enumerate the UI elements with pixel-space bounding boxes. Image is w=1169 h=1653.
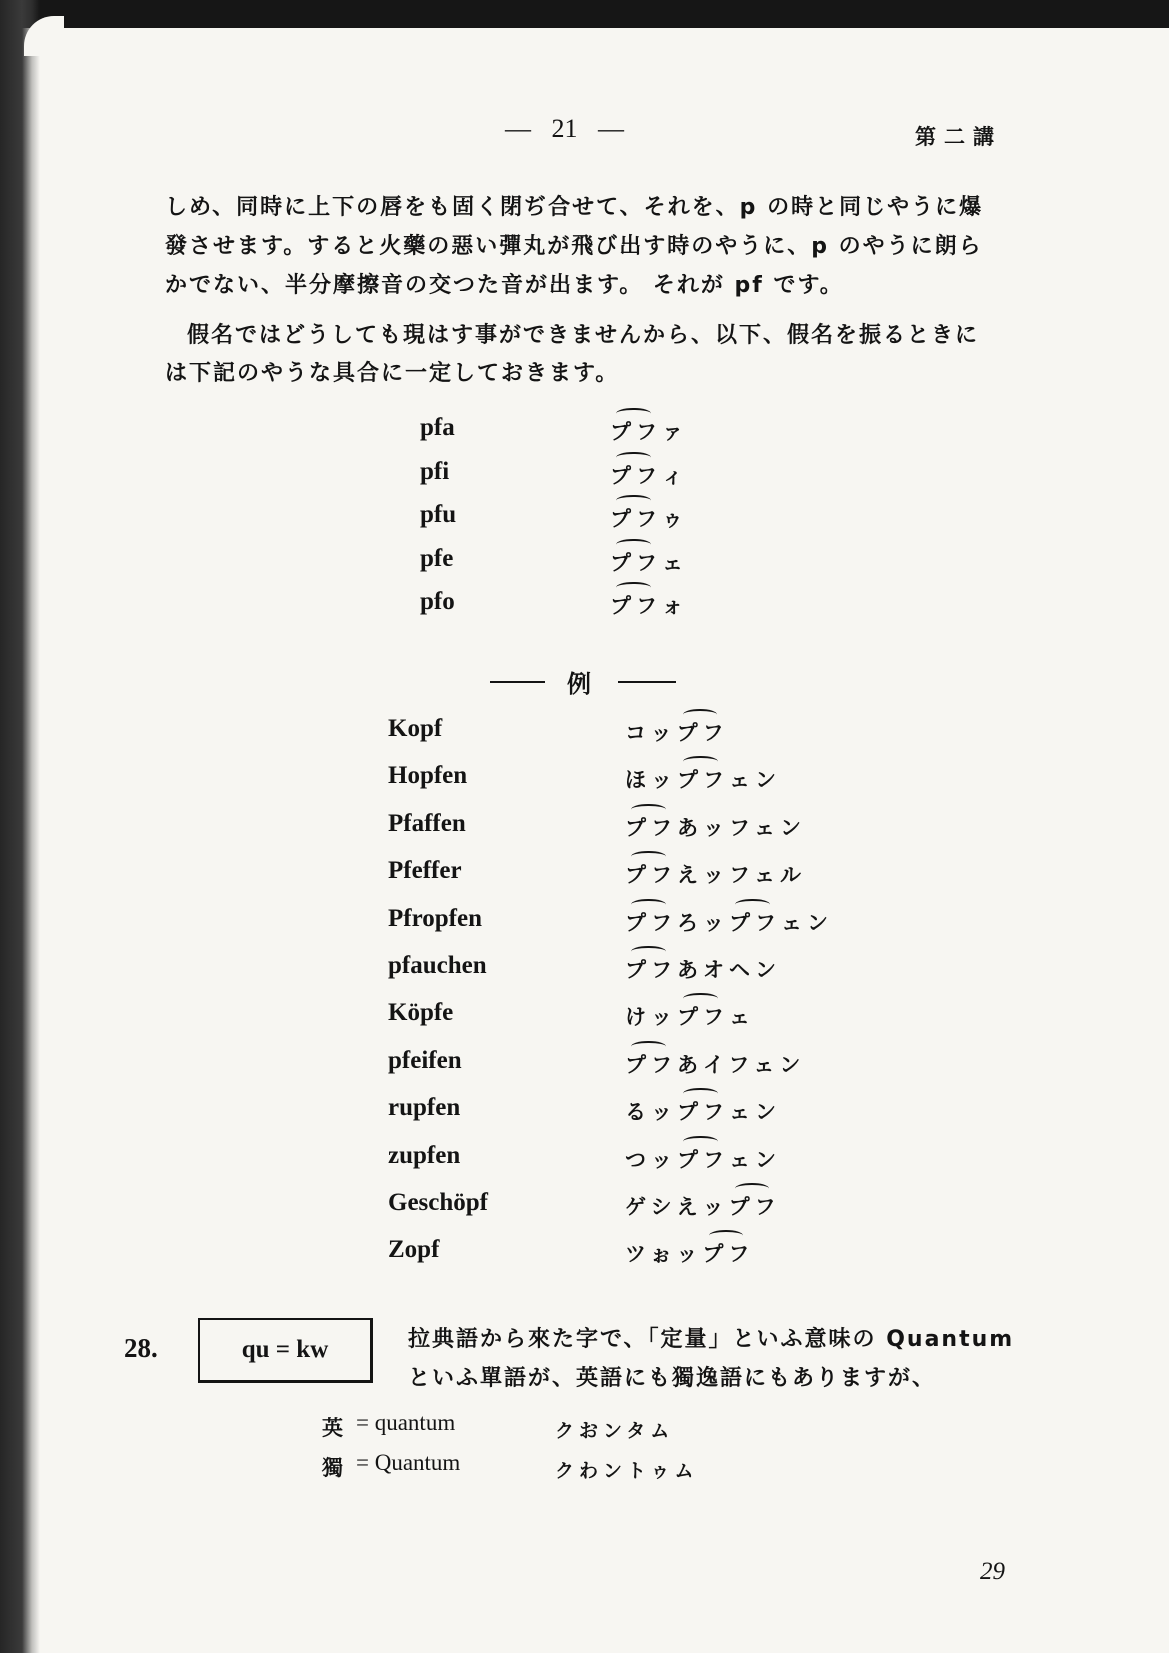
example-row	[388, 1138, 848, 1185]
comparison-word-german: = Quantum	[356, 1450, 461, 1475]
syllable-row	[420, 541, 740, 585]
kana-segment: ェン	[729, 1147, 781, 1172]
example-word: Kopf	[388, 715, 443, 742]
example-row	[388, 948, 848, 995]
tied-kana-segment: プフ	[677, 717, 729, 747]
kana-segment: あイフェン	[677, 1052, 806, 1077]
example-reading	[625, 954, 781, 984]
kana-segment: コッ	[625, 721, 677, 745]
example-reading	[625, 859, 806, 889]
tied-kana-segment: プフ	[625, 812, 677, 842]
kana-segment: ェン	[729, 768, 781, 793]
section-text-line-2: といふ單語が、英語にも獨逸語にもありますが、	[408, 1366, 937, 1391]
rule-box	[198, 1318, 373, 1383]
tied-kana-segment: プフ	[729, 1191, 781, 1221]
kana-segment: ォ	[662, 594, 688, 618]
example-row	[388, 1185, 848, 1232]
example-row	[388, 711, 848, 758]
kana-segment: けッ	[625, 1005, 677, 1030]
tied-kana-segment: プフ	[625, 1049, 677, 1079]
kana-reading	[610, 460, 688, 490]
tied-kana-segment: プフ	[729, 907, 781, 937]
example-reading	[625, 1238, 754, 1268]
kana-segment: つッ	[625, 1147, 677, 1172]
german-syllable: pfo	[420, 588, 455, 615]
kana-reading	[610, 547, 688, 577]
tied-kana-segment: プフ	[625, 954, 677, 984]
kana-segment: えッフェル	[677, 863, 806, 888]
paragraph-2-line-2: は下記のやうな具合に一定しておきます。	[165, 361, 620, 386]
tied-kana-segment: プフ	[610, 460, 662, 490]
tied-kana-segment: プフ	[610, 590, 662, 620]
kana-reading	[610, 503, 688, 533]
example-table	[388, 711, 848, 1280]
example-word: pfauchen	[388, 951, 487, 979]
example-word: Hopfen	[388, 762, 468, 790]
comparison-word-english: = quantum	[356, 1410, 456, 1435]
comparison-lang-german: 獨	[322, 1456, 343, 1480]
tied-kana-segment: プフ	[702, 1238, 754, 1268]
tied-kana-segment: プフ	[610, 547, 662, 577]
tied-kana-segment: プフ	[625, 859, 677, 889]
paragraph-2-line-1: 假名ではどうしても現はす事ができませんから、以下、假名を振るときに	[187, 323, 980, 348]
kana-segment: ェン	[729, 1100, 781, 1125]
kana-segment: ェ	[662, 550, 688, 575]
syllable-row	[420, 454, 740, 498]
running-page-marker: — 21 —	[505, 114, 624, 143]
kana-reading	[610, 590, 688, 620]
example-reading	[625, 1191, 781, 1221]
example-reading	[625, 764, 781, 794]
heading-rule-left	[490, 681, 545, 683]
example-word: Pfaffen	[388, 809, 466, 837]
german-syllable: pfe	[420, 544, 454, 572]
page-number: 29	[980, 1558, 1005, 1585]
kana-segment: ィ	[662, 463, 688, 488]
syllable-row	[420, 497, 740, 541]
tied-kana-segment: プフ	[677, 1144, 729, 1174]
kana-segment: ゲシえッ	[625, 1194, 729, 1219]
tied-kana-segment: プフ	[677, 764, 729, 794]
example-word: rupfen	[388, 1094, 461, 1122]
heading-rule-right	[618, 681, 676, 683]
example-row	[388, 901, 848, 948]
example-reading	[625, 1096, 781, 1126]
pf-syllable-table	[420, 410, 740, 628]
comparison-kana-english: クおンタム	[555, 1420, 675, 1442]
example-word: Zopf	[388, 1236, 440, 1264]
kana-segment: ろッ	[677, 910, 729, 935]
kana-segment: ほッ	[625, 768, 677, 793]
syllable-row	[420, 410, 740, 454]
example-row	[388, 1043, 848, 1090]
chapter-title: 第二講	[915, 125, 1002, 149]
example-reading	[625, 717, 729, 747]
example-row	[388, 995, 848, 1042]
tied-kana-segment: プフ	[677, 1096, 729, 1126]
example-word: Pfropfen	[388, 904, 482, 932]
section-number: 28.	[124, 1333, 158, 1363]
german-syllable: pfa	[420, 414, 455, 441]
example-word: Köpfe	[388, 999, 454, 1027]
kana-segment: ゥ	[662, 507, 688, 531]
section-text-line-1: 拉典語から來た字で、「定量」といふ意味の Quantum	[408, 1327, 1015, 1352]
kana-segment: ェン	[781, 910, 833, 935]
paragraph-1-line-3: かでない、半分摩擦音の交つた音が出ます。 それが pf です。	[165, 273, 844, 298]
kana-segment: あオヘン	[677, 957, 781, 982]
paragraph-1-line-2: 發させます。すると火藥の惡い彈丸が飛び出す時のやうに、p のやうに朗ら	[165, 234, 983, 259]
paragraph-1-line-1: しめ、同時に上下の唇をも固く閉ぢ合せて、それを、p の時と同じやうに爆	[165, 195, 984, 220]
example-word: zupfen	[388, 1141, 461, 1169]
kana-segment: ェ	[729, 1005, 755, 1030]
example-reading	[625, 907, 833, 937]
example-heading: 例	[567, 670, 591, 698]
example-row	[388, 806, 848, 853]
example-reading	[625, 812, 806, 842]
example-row	[388, 1090, 848, 1137]
tied-kana-segment: プフ	[610, 416, 662, 446]
kana-reading	[610, 416, 688, 446]
rule-text: qu = kw	[241, 1336, 329, 1363]
example-word: Geschöpf	[388, 1188, 488, 1216]
german-syllable: pfi	[420, 457, 450, 485]
example-reading	[625, 1001, 755, 1031]
kana-segment: ァ	[662, 420, 688, 444]
example-reading	[625, 1049, 805, 1079]
example-row	[388, 1232, 848, 1279]
kana-segment: あッフェン	[677, 815, 806, 840]
syllable-row	[420, 584, 740, 628]
example-reading	[625, 1144, 781, 1174]
kana-segment: ツぉッ	[625, 1242, 703, 1267]
example-row	[388, 853, 848, 900]
comparison-kana-german: クわントゥム	[555, 1460, 699, 1482]
tied-kana-segment: プフ	[610, 503, 662, 533]
german-syllable: pfu	[420, 501, 457, 528]
example-word: pfeifen	[388, 1046, 462, 1074]
tied-kana-segment: プフ	[625, 907, 677, 937]
tied-kana-segment: プフ	[677, 1001, 729, 1031]
scan-edge-top	[0, 0, 1169, 28]
scan-edge-left	[0, 0, 40, 1653]
example-word: Pfeffer	[388, 857, 462, 885]
comparison-lang-english: 英	[322, 1416, 343, 1440]
example-row	[388, 758, 848, 805]
kana-segment: るッ	[625, 1100, 677, 1125]
